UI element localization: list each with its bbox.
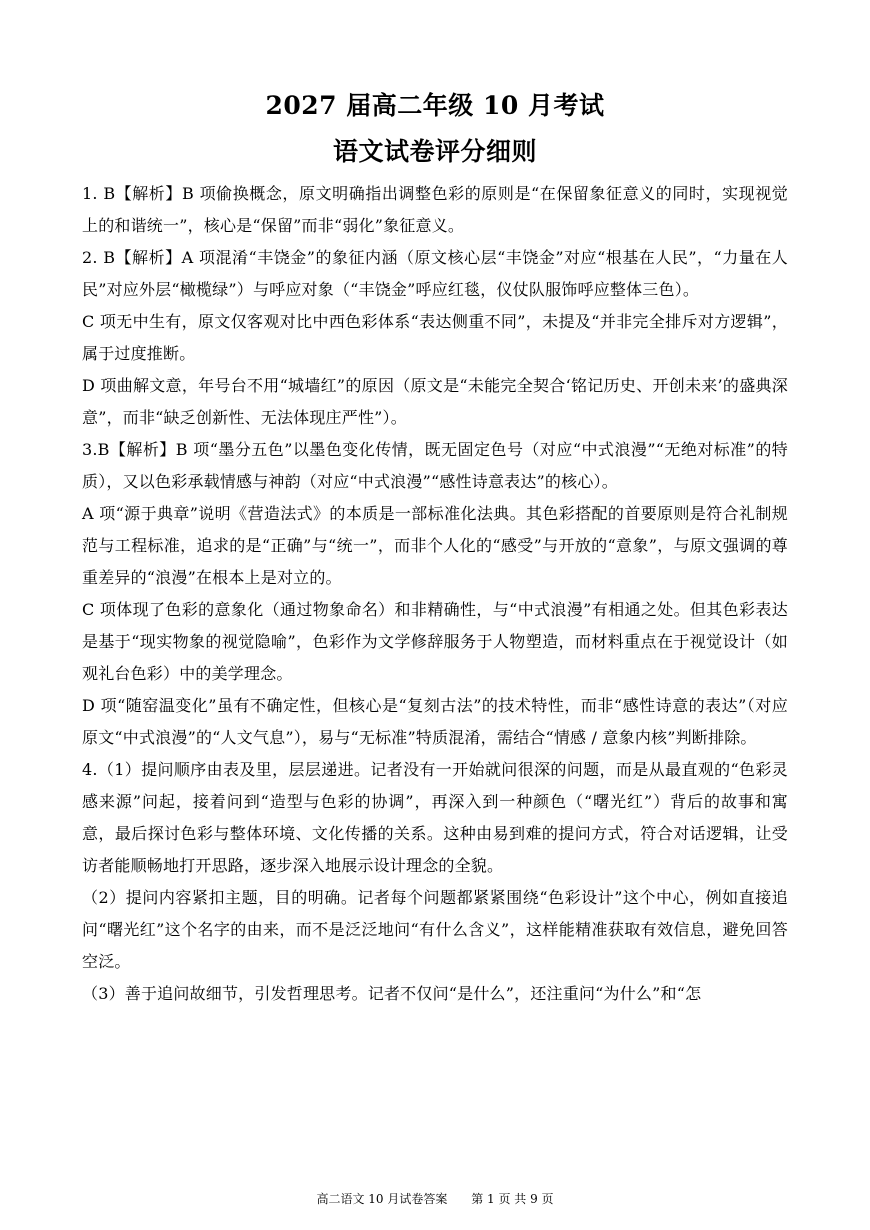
- paragraph-q3-c: C 项体现了色彩的意象化（通过物象命名）和非精确性，与“中式浪漫”有相通之处。但其色彩表达是基于“现实物象的视觉隐喻”，色彩作为文学修辞服务于人物塑造，而材料重点在于视觉设计（如观礼台色彩）中的美学理念。: [82, 600, 788, 683]
- answer-content: [82, 178, 788, 1010]
- paragraph-q4-2: （2）提问内容紧扣主题，目的明确。记者每个问题都紧紧围绕“色彩设计”这个中心，例如直接追问“曙光红”这个名字的由来，而不是泛泛地问“有什么含义”，这样能精准获取有效信息，避免回答空泛。: [82, 888, 788, 971]
- page-footer: [0, 1191, 870, 1207]
- footer-page-info: 第 1 页 共 9 页: [471, 1192, 554, 1206]
- exam-subtitle: 语文试卷评分细则: [332, 137, 537, 166]
- paragraph-q2-c: C 项无中生有，原文仅客观对比中西色彩体系“表达侧重不同”，未提及“并非完全排斥对方逻辑”，属于过度推断。: [82, 312, 788, 363]
- paragraph-q3-a: A 项“源于典章”说明《营造法式》的本质是一部标准化法典。其色彩搭配的首要原则是符合礼制规范与工程标准，追求的是“正确”与“统一”，而非个人化的“感受”与开放的“意象”，与原文强调的尊重差异的“浪漫”在根本上是对立的。: [82, 504, 788, 587]
- paragraph-q2-a: 2. B【解析】A 项混淆“丰饶金”的象征内涵（原文核心层“丰饶金”对应“根基在人民”，“力量在人民”对应外层“橄榄绿”）与呼应对象（“丰饶金”呼应红毯，仪仗队服饰呼应整体三色）。: [82, 248, 788, 299]
- paragraph-q4-1: 4.（1）提问顺序由表及里，层层递进。记者没有一开始就问很深的问题，而是从最直观的“色彩灵感来源”问起，接着问到“造型与色彩的协调”，再深入到一种颜色（“曙光红”）背后的故事和寓意，最后探讨色彩与整体环境、文化传播的关系。这种由易到难的提问方式，符合对话逻辑，让受访者能顺畅地打开思路，逐步深入地展示设计理念的全貌。: [82, 760, 788, 875]
- paragraph-q3-b: 3.B【解析】B 项“墨分五色”以墨色变化传情，既无固定色号（对应“中式浪漫”“无绝对标准”的特质），又以色彩承载情感与神韵（对应“中式浪漫”“感性诗意表达”的核心）。: [82, 440, 788, 491]
- paragraph-q1: 1. B【解析】B 项偷换概念，原文明确指出调整色彩的原则是“在保留象征意义的同时，实现视觉上的和谐统一”，核心是“保留”而非“弱化”象征意义。: [82, 184, 788, 235]
- paragraph-q2-d: D 项曲解文意，年号台不用“城墙红”的原因（原文是“未能完全契合‘铭记历史、开创未来’的盛典深意”，而非“缺乏创新性、无法体现庄严性”）。: [82, 376, 788, 427]
- paragraph-q3-d: D 项“随窑温变化”虽有不确定性，但核心是“复刻古法”的技术特性，而非“感性诗意的表达”（对应原文“中式浪漫”的“人文气息”），易与“无标准”特质混淆，需结合“情感 / 意象内核”判断排除。: [82, 696, 788, 747]
- footer-course: 高二语文 10 月试卷答案: [316, 1192, 448, 1206]
- paragraph-q4-3: （3）善于追问故细节，引发哲理思考。记者不仅问“是什么”，还注重问“为什么”和“怎: [82, 984, 702, 1003]
- exam-title: 2027 届高二年级 10 月考试: [265, 91, 605, 120]
